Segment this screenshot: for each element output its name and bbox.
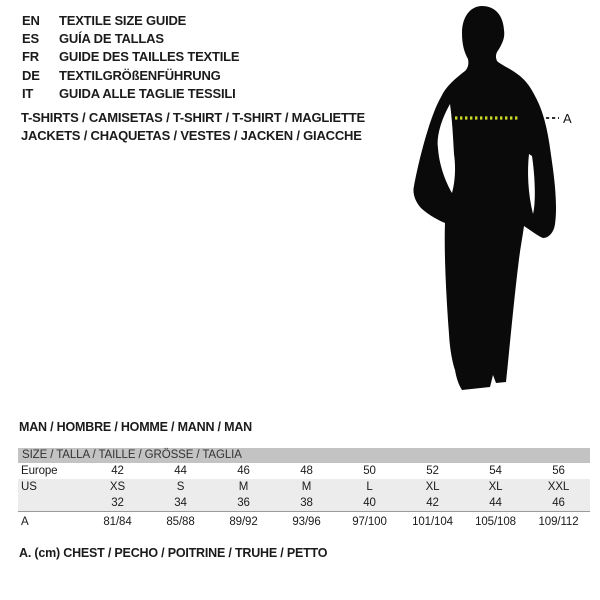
language-label: GUIDA ALLE TAGLIE TESSILI (59, 86, 236, 102)
size-cell: 81/84 (103, 515, 132, 528)
size-cell: 32 (111, 497, 124, 509)
size-cell: 93/96 (292, 515, 321, 528)
language-list (22, 11, 239, 103)
size-cell: 97/100 (352, 515, 387, 528)
size-cell: 56 (552, 465, 565, 477)
table-row-europe (18, 463, 590, 479)
size-cell: M (301, 481, 312, 493)
size-cell: L (366, 481, 373, 493)
language-label: GUÍA DE TALLAS (59, 31, 164, 47)
size-cell: 105/108 (475, 515, 516, 528)
size-cell: 109/112 (538, 515, 579, 528)
size-cell: 44 (174, 465, 187, 477)
gender-heading: MAN / HOMBRE / HOMME / MANN / MAN (19, 420, 252, 434)
row-label: A (21, 515, 29, 528)
measurement-footnote: A. (cm) CHEST / PECHO / POITRINE / TRUHE / PETTO (19, 546, 328, 560)
table-row-chest-cm (18, 511, 590, 531)
size-table-header: SIZE / TALLA / TAILLE / GRÖSSE / TAGLIA (18, 448, 590, 463)
language-label: GUIDE DES TAILLES TEXTILE (59, 49, 240, 65)
size-cell: M (238, 481, 249, 493)
size-cell: 44 (489, 497, 502, 509)
size-cell: 48 (300, 465, 313, 477)
size-cell: S (176, 481, 185, 493)
category-line-tshirts: T-SHIRTS / CAMISETAS / T-SHIRT / T-SHIRT / MAGLIETTE (21, 110, 365, 125)
size-cell: 85/88 (166, 515, 195, 528)
language-label: TEXTILE SIZE GUIDE (59, 12, 187, 28)
size-cell: 38 (300, 497, 313, 509)
row-label: Europe (21, 465, 58, 477)
size-cell: 40 (363, 497, 376, 509)
row-label: US (21, 481, 37, 493)
man-silhouette-figure (402, 4, 577, 392)
size-cell: XS (109, 481, 126, 493)
size-cell: 50 (363, 465, 376, 477)
size-cell: 46 (552, 497, 565, 509)
language-code: ES (22, 31, 39, 47)
table-row-us (18, 479, 590, 495)
size-cell: 42 (426, 497, 439, 509)
size-cell: 52 (426, 465, 439, 477)
size-cell: 54 (489, 465, 502, 477)
language-row-it (22, 85, 239, 103)
language-row-fr (22, 48, 239, 66)
size-cell: 36 (237, 497, 250, 509)
language-code: FR (22, 49, 39, 65)
size-cell: 101/104 (412, 515, 453, 528)
category-line-jackets: JACKETS / CHAQUETAS / VESTES / JACKEN / GIACCHE (21, 128, 362, 144)
size-cell: 89/92 (229, 515, 258, 528)
category-heading (21, 109, 365, 146)
measure-point-label: A (563, 111, 572, 126)
language-code: IT (22, 86, 34, 102)
language-label: TEXTILGRÖßENFÜHRUNG (59, 67, 221, 83)
size-table (18, 448, 590, 531)
size-cell: 42 (111, 465, 124, 477)
language-row-es (22, 29, 239, 47)
size-cell: XL (488, 481, 503, 493)
language-row-en (22, 11, 239, 29)
table-row-numeric (18, 495, 590, 511)
size-cell: 34 (174, 497, 187, 509)
size-cell: XXL (547, 481, 570, 493)
language-code: EN (22, 12, 40, 28)
language-code: DE (22, 67, 40, 83)
size-cell: 46 (237, 465, 250, 477)
language-row-de (22, 66, 239, 84)
size-cell: XL (425, 481, 440, 493)
